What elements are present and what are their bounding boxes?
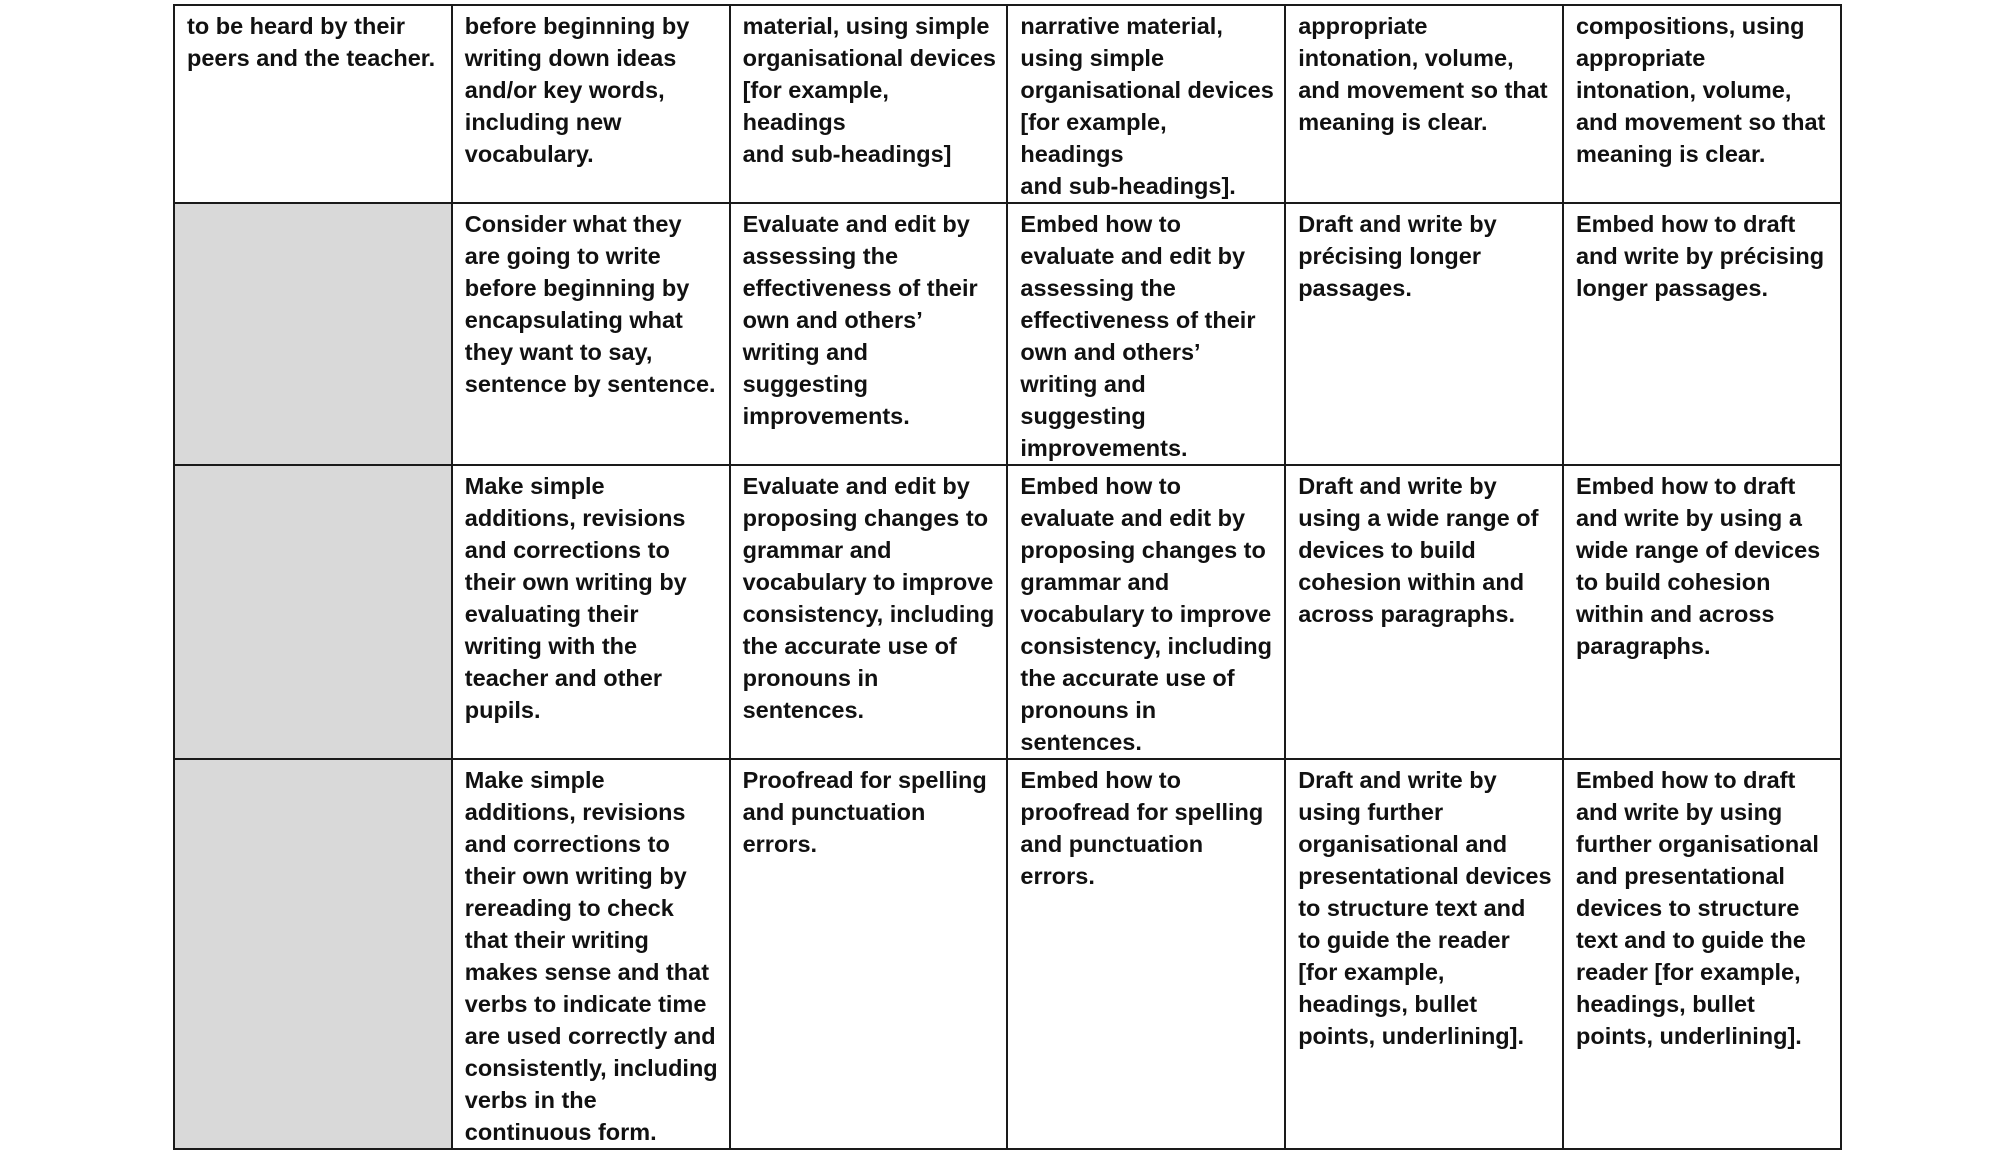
table-cell: Make simple additions, revisions and corrections to their own writing by rereading to check that their writing makes sense and that verbs to indicate time are used correctly and consistently, including verbs in the continuous form. [452, 759, 730, 1149]
table-cell: Embed how to evaluate and edit by proposing changes to grammar and vocabulary to improve consistency, including the accurate use of pronouns in sentences. [1007, 465, 1285, 759]
shaded-empty-cell [174, 203, 452, 465]
curriculum-table [173, 4, 1842, 1150]
table-row [174, 203, 1841, 465]
table-cell: Draft and write by using a wide range of devices to build cohesion within and across paragraphs. [1285, 465, 1563, 759]
table-cell: appropriate intonation, volume, and movement so that meaning is clear. [1285, 5, 1563, 203]
shaded-empty-cell [174, 759, 452, 1149]
table-cell: Draft and write by using further organisational and presentational devices to structure text and to guide the reader [for example, headings, bullet points, underlining]. [1285, 759, 1563, 1149]
table-cell: Evaluate and edit by assessing the effectiveness of their own and others’ writing and suggesting improvements. [730, 203, 1008, 465]
table-cell: material, using simple organisational devices [for example, headings and sub-headings] [730, 5, 1008, 203]
table-cell: to be heard by their peers and the teacher. [174, 5, 452, 203]
table-row [174, 465, 1841, 759]
table-cell: Embed how to draft and write by using further organisational and presentational devices to structure text and to guide the reader [for example, headings, bullet points, underlining]. [1563, 759, 1841, 1149]
table-cell: Embed how to evaluate and edit by assessing the effectiveness of their own and others’ writing and suggesting improvements. [1007, 203, 1285, 465]
table-cell: Evaluate and edit by proposing changes to grammar and vocabulary to improve consistency, including the accurate use of pronouns in sentences. [730, 465, 1008, 759]
table-row [174, 759, 1841, 1149]
table-cell: narrative material, using simple organisational devices [for example, headings and sub-headings]. [1007, 5, 1285, 203]
table-cell: Embed how to draft and write by using a wide range of devices to build cohesion within and across paragraphs. [1563, 465, 1841, 759]
table-cell: Draft and write by précising longer passages. [1285, 203, 1563, 465]
table-cell: before beginning by writing down ideas and/or key words, including new vocabulary. [452, 5, 730, 203]
table-cell: Embed how to draft and write by précising longer passages. [1563, 203, 1841, 465]
table-cell: Proofread for spelling and punctuation errors. [730, 759, 1008, 1149]
shaded-empty-cell [174, 465, 452, 759]
table-cell: compositions, using appropriate intonation, volume, and movement so that meaning is clear. [1563, 5, 1841, 203]
table-cell: Embed how to proofread for spelling and punctuation errors. [1007, 759, 1285, 1149]
table-cell: Make simple additions, revisions and corrections to their own writing by evaluating their writing with the teacher and other pupils. [452, 465, 730, 759]
table-row [174, 5, 1841, 203]
table-cell: Consider what they are going to write before beginning by encapsulating what they want to say, sentence by sentence. [452, 203, 730, 465]
